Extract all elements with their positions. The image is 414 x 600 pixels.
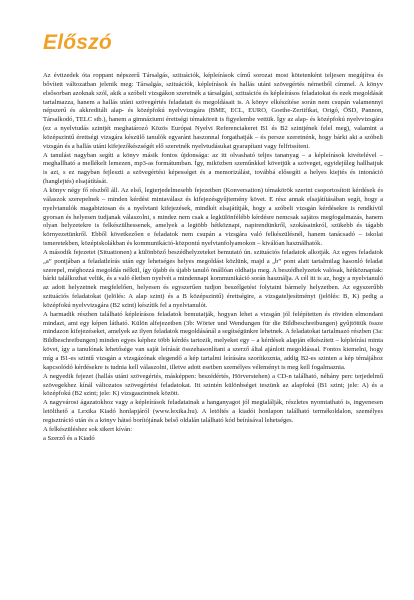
paragraph-1: Az évtizedek óta roppant népszerű Társalgás, szituációk, képleírások című sorozat most kötetenként teljesen megújítva és bővített változatban jelenik meg: Társalgás, szituációk, képleírások és hallás utáni szövegértés németből címmel. A könyv elsősorban azoknak szól, akik a szóbeli vizsgákon szeretnék a társalgási, szituációs és képleírásos feladatokat és ezek megoldását tartalmazza, hanem a hallás utáni szövegértés feladatait és megoldásait is. A könyv elkészítése során nem csupán valamennyi népszerű és akkreditált alap- és középfokú nyelvvizsgára (BME, ECL, EURO, Goethe-Zertifikat, Origó, ÖSD, Pannon, Társalkodó, TELC stb.), hanem a gimnáziumi érettségi témaköreit is figyelembe vettük. Így az alap- és középfokú nyelvvizsgára (ez a nyelvtudás szintjét meghatározó Közös Európai Nyelvi Referenciakeret B1 és B2 szintjének felel meg), valamint a középszintű érettségi vizsgára készülő tanulók egyaránt haszonnal forgathatják – és persze szeretnénk, hogy bárki aki a szóbeli vizsgán és a hallás utáni kifejezőkészségét elő szeretnék nyelvtudásukat gyarapítani vagy felfrissíteni. (43, 72, 383, 150)
closing-line: A felkészüléshez sok sikert kíván: (43, 425, 133, 433)
page-title: Előszó (43, 31, 112, 54)
paragraph-2: A tanulást nagyban segíti a könyv másik fontos újdonsága: az itt olvasható teljes tananyag – a képleírások kivételével – meghallható a mellékelt lemezen, mp3-as formátumban. Így, miközben szeműnkkel követjük a szöveget, egyidejűleg hallhatjuk is azt, s ez nagyban fejleszti a szövegértési képességet és a memorizálást, továbbá elősegíti a helyes kiejtés és intonáció (hanglejtés) elsajátítását. (43, 151, 383, 186)
paragraph-6: A negyedik fejezet (hallás utáni szövegértés, másképpen: beszédértés, Hörverstehen) a CD-n található, néhány perc terjedelmű szövegekhez kínál változatos szövegértési feladatokat. Itt szintén különbséget teszünk az alapfokú (B1 szint; jele: A) és a középfokú (B2 szint; jele: K) vizsgaszintnek között. (43, 372, 383, 398)
preface-body (43, 72, 383, 443)
signature: a Szerző és a Kiadó (43, 434, 95, 442)
paragraph-5: A harmadik részben található képleírásos feladatok bemutatják, hogyan lehet a vizsgán jól felépítetten és röviden elmondani mindazt, ami egy képen látható. Külön alfejezetben (3b: Wörter und Wendungen für die Bildbeschreibungen) gyűjtöttük össze mindazon kifejezéseket, amelyek az ilyen feladatok megoldásánál a segítségünkre lehetnek. A feladatokat tartalmazó részben (3a: Bildbeschreibungen) minden egyes képhez több kérdés tartozik, melyeket egy – a kérdések alapján elkészített – képleírási minta követ, így a tanulónak lehetősége van saját leírását összehasonlítani a szerző által ajánlott megoldással. Fontos kiemelni, hogy míg a B1-es szintű vizsgán a vizsgázónak elegendő a kép tartalmi leírására szorítkoznia, addig B2-es szinten a kép témájához kapcsolódó kérdésekre is tudnia kell válaszolni, illetve adott esetben személyes véleményt is meg kell fogalmaznia. (43, 310, 383, 371)
paragraph-4: A második fejezetet (Situationen) a különböző beszédhelyzeteket bemutató ún. szituációs feladatok alkotják. Az egyes feladatok „a” pontjában a feladatleírás után egy lehetséges helyes megoldást közlünk, majd a „b” pont alatt tartalmilag hasonló feladat szerepel, méghozzá megoldás nélkül, így újabb és újabb tanuló önállóan oldhatja meg. A beszédhelyzetek valósak, hétköznapiak: bárki találkozhat velük, és a való életben nyelvét a mindennapi kommunikáció során használja. A cél itt is az, hogy a nyelvtanuló az adott helyzetnek megfelelően, helyesen és egyszerűen tudjon beszélgetést folytatni bármely helyzetben. Az egyszerűbb szituációs feladatokat (jelölés: A alap szint) és a B középszintű) érettségire, a vizsgateljesítményt (jelölés: B, K) pedig a középfokú nyelvvizsgára (B2 szint) készítik fel a nyelvtanulót. (43, 248, 383, 309)
paragraph-3: A könyv négy fő részből áll. Az első, legterjedelmesebb fejezetben (Konversation) témakörök szerint csoportosított kérdések és válaszok szerepelnek – minden kérdést mintaválasz és kifejezésgyűjtemény követ. E rész annak elsajátításában segít, hogy a nyelvtanulók magabiztosan és a nyelvtani kifejezések, mindkét elsajátítják, hogy a szóbeli vizsgán kérdésekre is rendkívül gyorsan és helyesen tudjanak válaszolni, s mindez nem csak a legkülönfélébb kérdésre nemcsak sajátos megfogalmazás, hanem olyan helyzetekre is felkészülhessenek, amelyek a legtöbb hétköznapi, napirendünkről, szokásainkról, szükebb és tágabb környezetünkről. Ebből következően e feladatok nem csupán a vizsgára való felkészülésnél, hanem tanácsadó – iskolai ismeretekben, középiskolákban és kommunikáció-központú nyelvtanfolyamokon – kiválóan használhatók. (43, 186, 383, 248)
paragraph-7: A nagyvárosi ágazatokhoz vagy a képleírások feladatainak a hanganyagot jól megtalálják, részletes nyomtatható is, ingyenesen letölthető a Lexika Kiadó honlapjáról (www.lexika.hu). A letöltés a kiadói honlapon található termékoldalon, személyes regisztráció után és a könyv hátsó borítójának belső oldalán található kód beírásával lehetséges. (43, 399, 383, 424)
